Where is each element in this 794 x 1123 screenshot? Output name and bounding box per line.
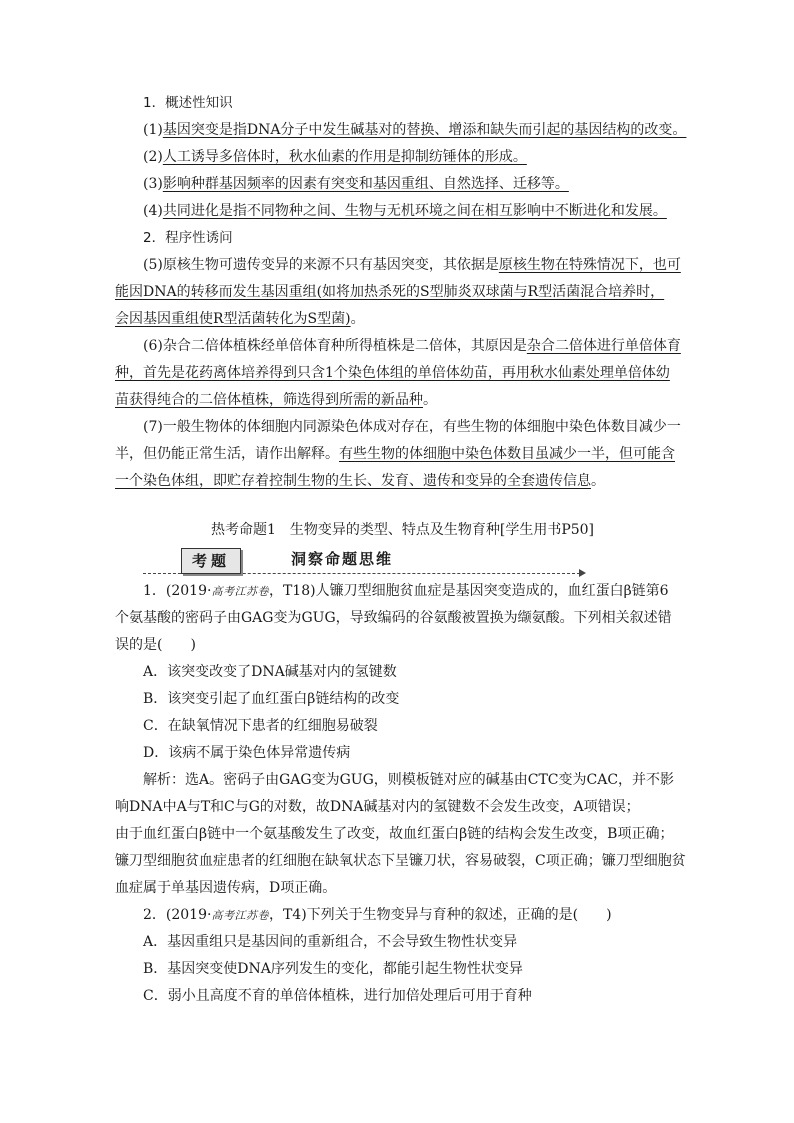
item6-line3 (115, 387, 690, 414)
item5-line3 (115, 306, 690, 333)
hot-topic-title: 热考命题1 生物变异的类型、特点及生物育种[学生用书P50] (210, 522, 595, 538)
q1-analysis-line3: 由于血红蛋白β链中一个氨基酸发生了改变，故血红蛋白β链的结构会发生改变，B项正确； (115, 826, 674, 842)
item6-end: 。 (423, 392, 437, 408)
banner-text: 洞察命题思维 (291, 550, 394, 568)
section2-heading: 2．程序性诱问 (143, 230, 233, 246)
arrow-icon (579, 569, 586, 577)
q2-stem: ，T4)下列关于生物变异与育种的叙述，正确的是( ) (268, 907, 612, 923)
q2-source: 高考江苏卷 (211, 909, 269, 922)
q2-option-a: A．基因重组只是基因间的重新组合，不会导致生物性状变异 (143, 934, 518, 950)
item7-question: 半，但仍能正常生活，请作出解释。 (115, 446, 339, 462)
q2-option-b: B．基因突变使DNA序列发生的变化，都能引起生物性状变异 (143, 961, 523, 977)
item5-line2 (115, 279, 690, 306)
item5-answer: 会因基因重组使R型活菌转化为S型菌) (115, 311, 351, 327)
q1-stem: ，T18)人镰刀型细胞贫血症是基因突变造成的，血红蛋白β链第6 (268, 583, 669, 599)
item-label: (2) (143, 149, 163, 165)
knowledge-item-4 (115, 198, 690, 225)
item6-answer: 苗获得纯合的二倍体植株，筛选得到所需的新品种 (115, 392, 423, 408)
item-label: (4) (143, 203, 163, 219)
spacer (115, 495, 690, 517)
item7-line3 (115, 468, 690, 495)
q2-line1 (115, 902, 690, 929)
q1-option-b: B．该突变引起了血红蛋白β链结构的改变 (143, 691, 400, 707)
item-label: (3) (143, 176, 163, 192)
q1-line2: 个氨基酸的密码子由GAG变为GUG，导致编码的谷氨酸被置换为缬氨酸。下列相关叙述错 (115, 610, 672, 626)
document-content (115, 90, 690, 1010)
q1-analysis-line1: 解析：选A。密码子由GAG变为GUG，则模板链对应的碱基由CTC变为CAC，并不影 (143, 772, 675, 788)
q1-line3: 误的是( ) (115, 637, 196, 653)
item5-end: 。 (350, 311, 365, 327)
item5-answer: 能因DNA的转移而发生基因重组(如将加热杀死的S型肺炎双球菌与R型活菌混合培养时， (115, 284, 665, 300)
knowledge-item-1 (115, 117, 690, 144)
q1-option-d: D．该病不属于染色体异常遗传病 (143, 745, 351, 761)
q1-option-c: C．在缺氧情况下患者的红细胞易破裂 (143, 718, 378, 734)
section1-heading: 1．概述性知识 (143, 95, 233, 111)
banner-tag: 考题 (181, 548, 241, 574)
item7-line1: (7)一般生物体的体细胞内同源染色体成对存在，有些生物的体细胞中染色体数目减少一 (143, 419, 681, 435)
item6-line2 (115, 360, 690, 387)
q1-analysis-line2: 响DNA中A与T和C与G的对数，故DNA碱基对内的氢键数不会发生改变，A项错误； (115, 799, 640, 815)
item5-answer: 原核生物在特殊情况下，也可 (498, 257, 681, 273)
q1-line1 (115, 578, 690, 605)
q1-option-a: A．该突变改变了DNA碱基对内的氢键数 (143, 664, 397, 680)
knowledge-item-3 (115, 171, 690, 198)
q1-analysis-line4: 镰刀型细胞贫血症患者的红细胞在缺氧状态下呈镰刀状，容易破裂，C项正确；镰刀型细胞贫 (115, 853, 686, 869)
q2-option-c: C．弱小且高度不育的单倍体植株，进行加倍处理后可用于育种 (143, 988, 532, 1004)
knowledge-item-2 (115, 144, 690, 171)
q1-analysis-line5: 血症属于单基因遗传病，D项正确。 (115, 880, 337, 896)
item-answer: 人工诱导多倍体时，秋水仙素的作用是抑制纺锤体的形成。 (162, 149, 527, 165)
item-answer: 共同进化是指不同物种之间、生物与无机环境之间在相互影响中不断进化和发展。 (162, 203, 667, 219)
q2-prefix: 2．(2019· (143, 907, 212, 923)
item6-question: (6)杂合二倍体植株经单倍体育种所得植株是二倍体，其原因是 (143, 338, 527, 354)
item5-line1 (115, 252, 690, 279)
item6-line1 (115, 333, 690, 360)
item-label: (1) (143, 122, 163, 138)
item-answer: 影响种群基因频率的因素有突变和基因重组、自然选择、迁移等。 (162, 176, 569, 192)
item7-answer: 有些生物的体细胞中染色体数目虽减少一半，但可能含 (339, 446, 675, 462)
item7-line2 (115, 441, 690, 468)
item6-answer: 杂合二倍体进行单倍体育 (526, 338, 681, 354)
section-banner (115, 544, 690, 578)
item7-answer: 一个染色体组，即贮存着控制生物的生长、发育、遗传和变异的全套遗传信息 (115, 473, 591, 489)
item7-end: 。 (591, 473, 605, 489)
q1-source: 高考江苏卷 (211, 585, 269, 598)
q1-prefix: 1．(2019· (143, 583, 212, 599)
item-answer: 基因突变是指DNA分子中发生碱基对的替换、增添和缺失而引起的基因结构的改变。 (162, 122, 687, 138)
item5-question: (5)原核生物可遗传变异的来源不只有基因突变，其依据是 (143, 257, 499, 273)
item6-answer: 种，首先是花药离体培养得到只含1个染色体组的单倍体幼苗，再用秋水仙素处理单倍体幼 (115, 365, 670, 381)
